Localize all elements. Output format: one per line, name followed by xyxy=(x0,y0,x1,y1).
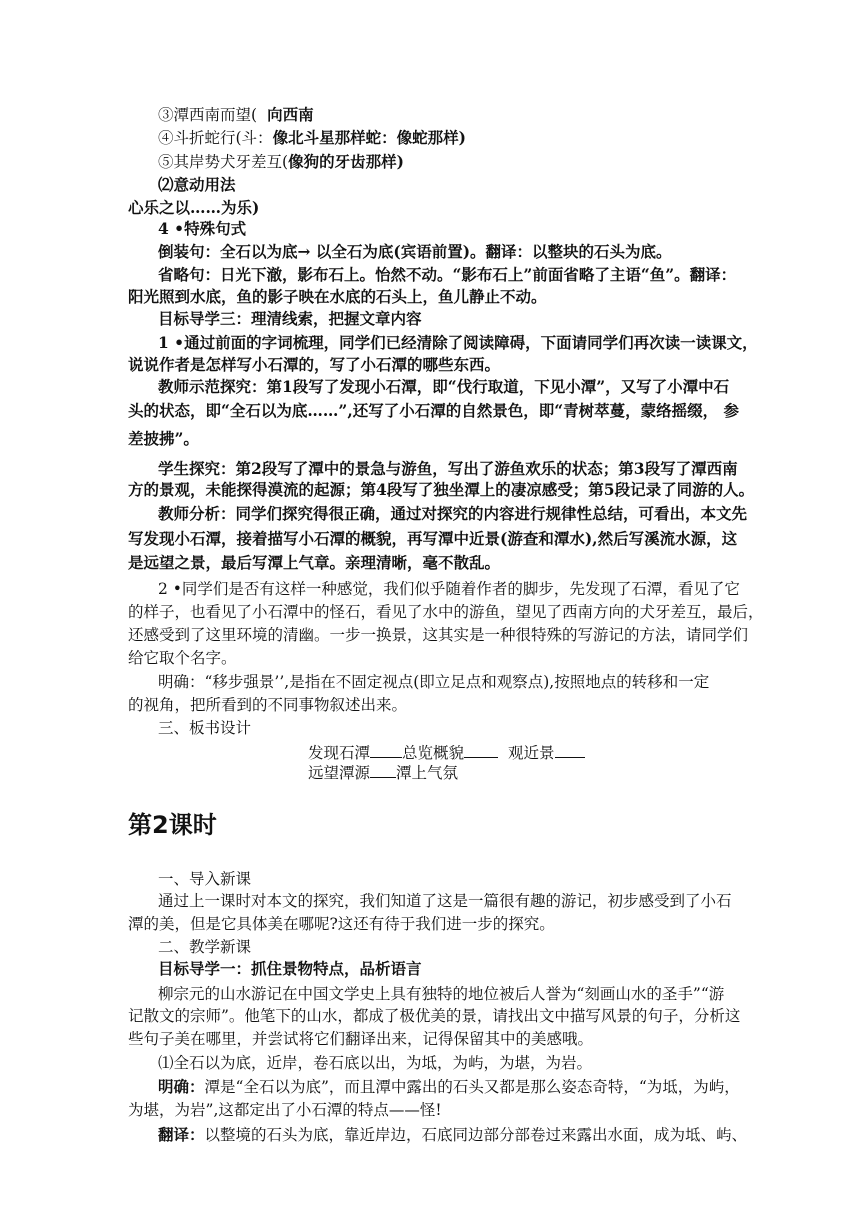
text-line-26: 的视角，把所看到的不同事物叙述出来。 xyxy=(128,696,408,714)
lesson-heading: 第2课时 xyxy=(128,811,217,839)
blank-line xyxy=(370,761,396,778)
text-line-15: 差披拂”。 xyxy=(128,429,199,448)
text-line-40-a: 为堪，为岩” xyxy=(128,1101,214,1119)
text-line-38: ⑴全石以为底，近岸，卷石底以出，为坻，为屿，为堪，为岩。 xyxy=(158,1054,593,1072)
text-line-1-a: ③潭西南而望( xyxy=(158,106,258,124)
text-line-19: 写发现小石潭，接着描写小石潭的概貌，再写潭中近景(游查和潭水),然后写溪流水源，这 xyxy=(128,529,738,548)
text-line-3 xyxy=(158,151,404,173)
text-line-8: 省略句：日光下澈，影布石上。怡然不动。“影布石上”前面省略了主语“鱼”。翻译： xyxy=(158,265,737,284)
board-row-2 xyxy=(308,761,458,784)
section-board-design: 三、板书设计 xyxy=(158,719,252,737)
section-heading-goal-1: 目标导学一：抓住景物特点，品析语言 xyxy=(158,959,422,978)
text-line-22: 的样子，也看见了小石潭中的怪石，看见了水中的游鱼，望见了西南方向的犬牙差互，最后， xyxy=(128,603,764,621)
blank-line xyxy=(370,741,402,758)
text-line-25: 明确：“移步强景’’,是指在不固定视点(即立足点和观察点),按照地点的转移和一定 xyxy=(158,673,710,691)
text-line-3-b: 像狗的牙齿那样) xyxy=(288,152,404,171)
text-line-37: 些句子美在哪里，并尝试将它们翻译出来，记得保留其中的美感哦。 xyxy=(128,1030,594,1048)
blank-line xyxy=(464,741,498,758)
text-line-41 xyxy=(158,1124,747,1146)
text-line-2 xyxy=(158,127,466,149)
text-line-14: 头的状态，即“全石以为底……”,还写了小石潭的自然景色，即“青树萃蔓，蒙络摇缀， 参 xyxy=(128,401,740,420)
text-line-31: 通过上一课时对本文的探究，我们知道了这是一篇很有趣的游记，初步感受到了小石 xyxy=(158,892,732,910)
text-line-39-body: 潭是“全石以为底”，而且潭中露出的石头又都是那么姿态奇特，“为坻，为屿， xyxy=(204,1078,740,1096)
text-line-5: 心乐之以……为乐) xyxy=(128,198,260,217)
label-clarify: 明确： xyxy=(158,1077,205,1096)
text-line-11: 1 •通过前面的字词梳理，同学们已经清除了阅读障碍，下面请同学们再次读一读课文， xyxy=(158,333,758,352)
text-line-9: 阳光照到水底，鱼的影子映在水底的石头上，鱼儿静止不动。 xyxy=(128,287,547,306)
text-line-40 xyxy=(128,1099,442,1121)
text-line-17: 方的景观，未能探得漠流的起源；第4段写了独坐潭上的凄凉感受；第5段记录了同游的人。 xyxy=(128,480,755,499)
text-line-3-a: ⑤其岸势犬牙差互( xyxy=(158,153,289,171)
text-line-18: 教师分析：同学们探究得很正确，通过对探究的内容进行规律性总结，可看出，本文先 xyxy=(158,504,748,523)
section-new-lesson: 二、教学新课 xyxy=(158,938,252,956)
text-line-4: ⑵意动用法 xyxy=(158,175,236,194)
text-line-2-a: ④斗折蛇行(斗： xyxy=(158,129,273,147)
text-line-7: 倒装句：全石以为底→ 以全石为底(宾语前置)。翻译：以整块的石头为底。 xyxy=(158,242,672,261)
text-line-16: 学生探究：第2段写了潭中的景急与游鱼，写出了游鱼欢乐的状态；第3段写了潭西南 xyxy=(158,459,738,478)
text-line-1-b: 向西南 xyxy=(267,105,314,124)
text-line-39 xyxy=(158,1076,740,1098)
text-line-32: 潭的美，但是它具体美在哪呢?这还有待于我们进一步的探究。 xyxy=(128,915,555,933)
board-item-atmosphere: 潭上气氛 xyxy=(396,764,459,782)
board-item-overview: 总览概貌 xyxy=(402,744,465,762)
text-line-24: 给它取个名字。 xyxy=(128,649,237,667)
text-line-12: 说说作者是怎样写小石潭的，写了小石潭的哪些东西。 xyxy=(128,355,501,374)
text-line-13: 教师示范探究：第1段写了发现小石潭，即“伐行取道，下见小潭”，又写了小潭中石 xyxy=(158,377,730,396)
text-line-2-b: 像北斗星那样蛇：像蛇那样) xyxy=(272,128,466,147)
text-line-21: 2 •同学们是否有这样一种感觉，我们似乎随着作者的脚步，先发现了石潭，看见了它 xyxy=(158,580,740,598)
section-heading-goal-3: 目标导学三：理清线索，把握文章内容 xyxy=(158,309,422,328)
board-item-source: 远望潭源 xyxy=(308,764,371,782)
text-line-36: 记散文的宗师”。他笔下的山水，都成了极优美的景，请找出文中描写风景的句子，分析这 xyxy=(128,1007,741,1025)
blank-line xyxy=(555,741,585,758)
text-line-20: 是远望之景，最后写潭上气章。亲理清晰，毫不散乱。 xyxy=(128,553,501,572)
label-translate: 翻译： xyxy=(158,1125,205,1144)
text-line-6: 4 •特殊句式 xyxy=(158,219,247,238)
section-intro: 一、导入新课 xyxy=(158,870,252,888)
board-item-near-view: 观近景 xyxy=(508,744,555,762)
text-line-41-body: 以整境的石头为底，靠近岸边，石底同边部分部卷过来露出水面，成为坻、屿、 xyxy=(204,1126,748,1144)
text-line-40-b: ,这都定出了小石潭的特点——怪! xyxy=(213,1101,442,1119)
text-line-23: 还感受到了这里环境的清幽。一步一换景，这其实是一种很特殊的写游记的方法，请同学们 xyxy=(128,626,749,644)
text-line-1 xyxy=(158,104,314,126)
board-item-discover: 发现石潭 xyxy=(308,744,371,762)
text-line-35: 柳宗元的山水游记在中国文学史上具有独特的地位被后人誉为“刻画山水的圣手”“游 xyxy=(158,985,725,1003)
